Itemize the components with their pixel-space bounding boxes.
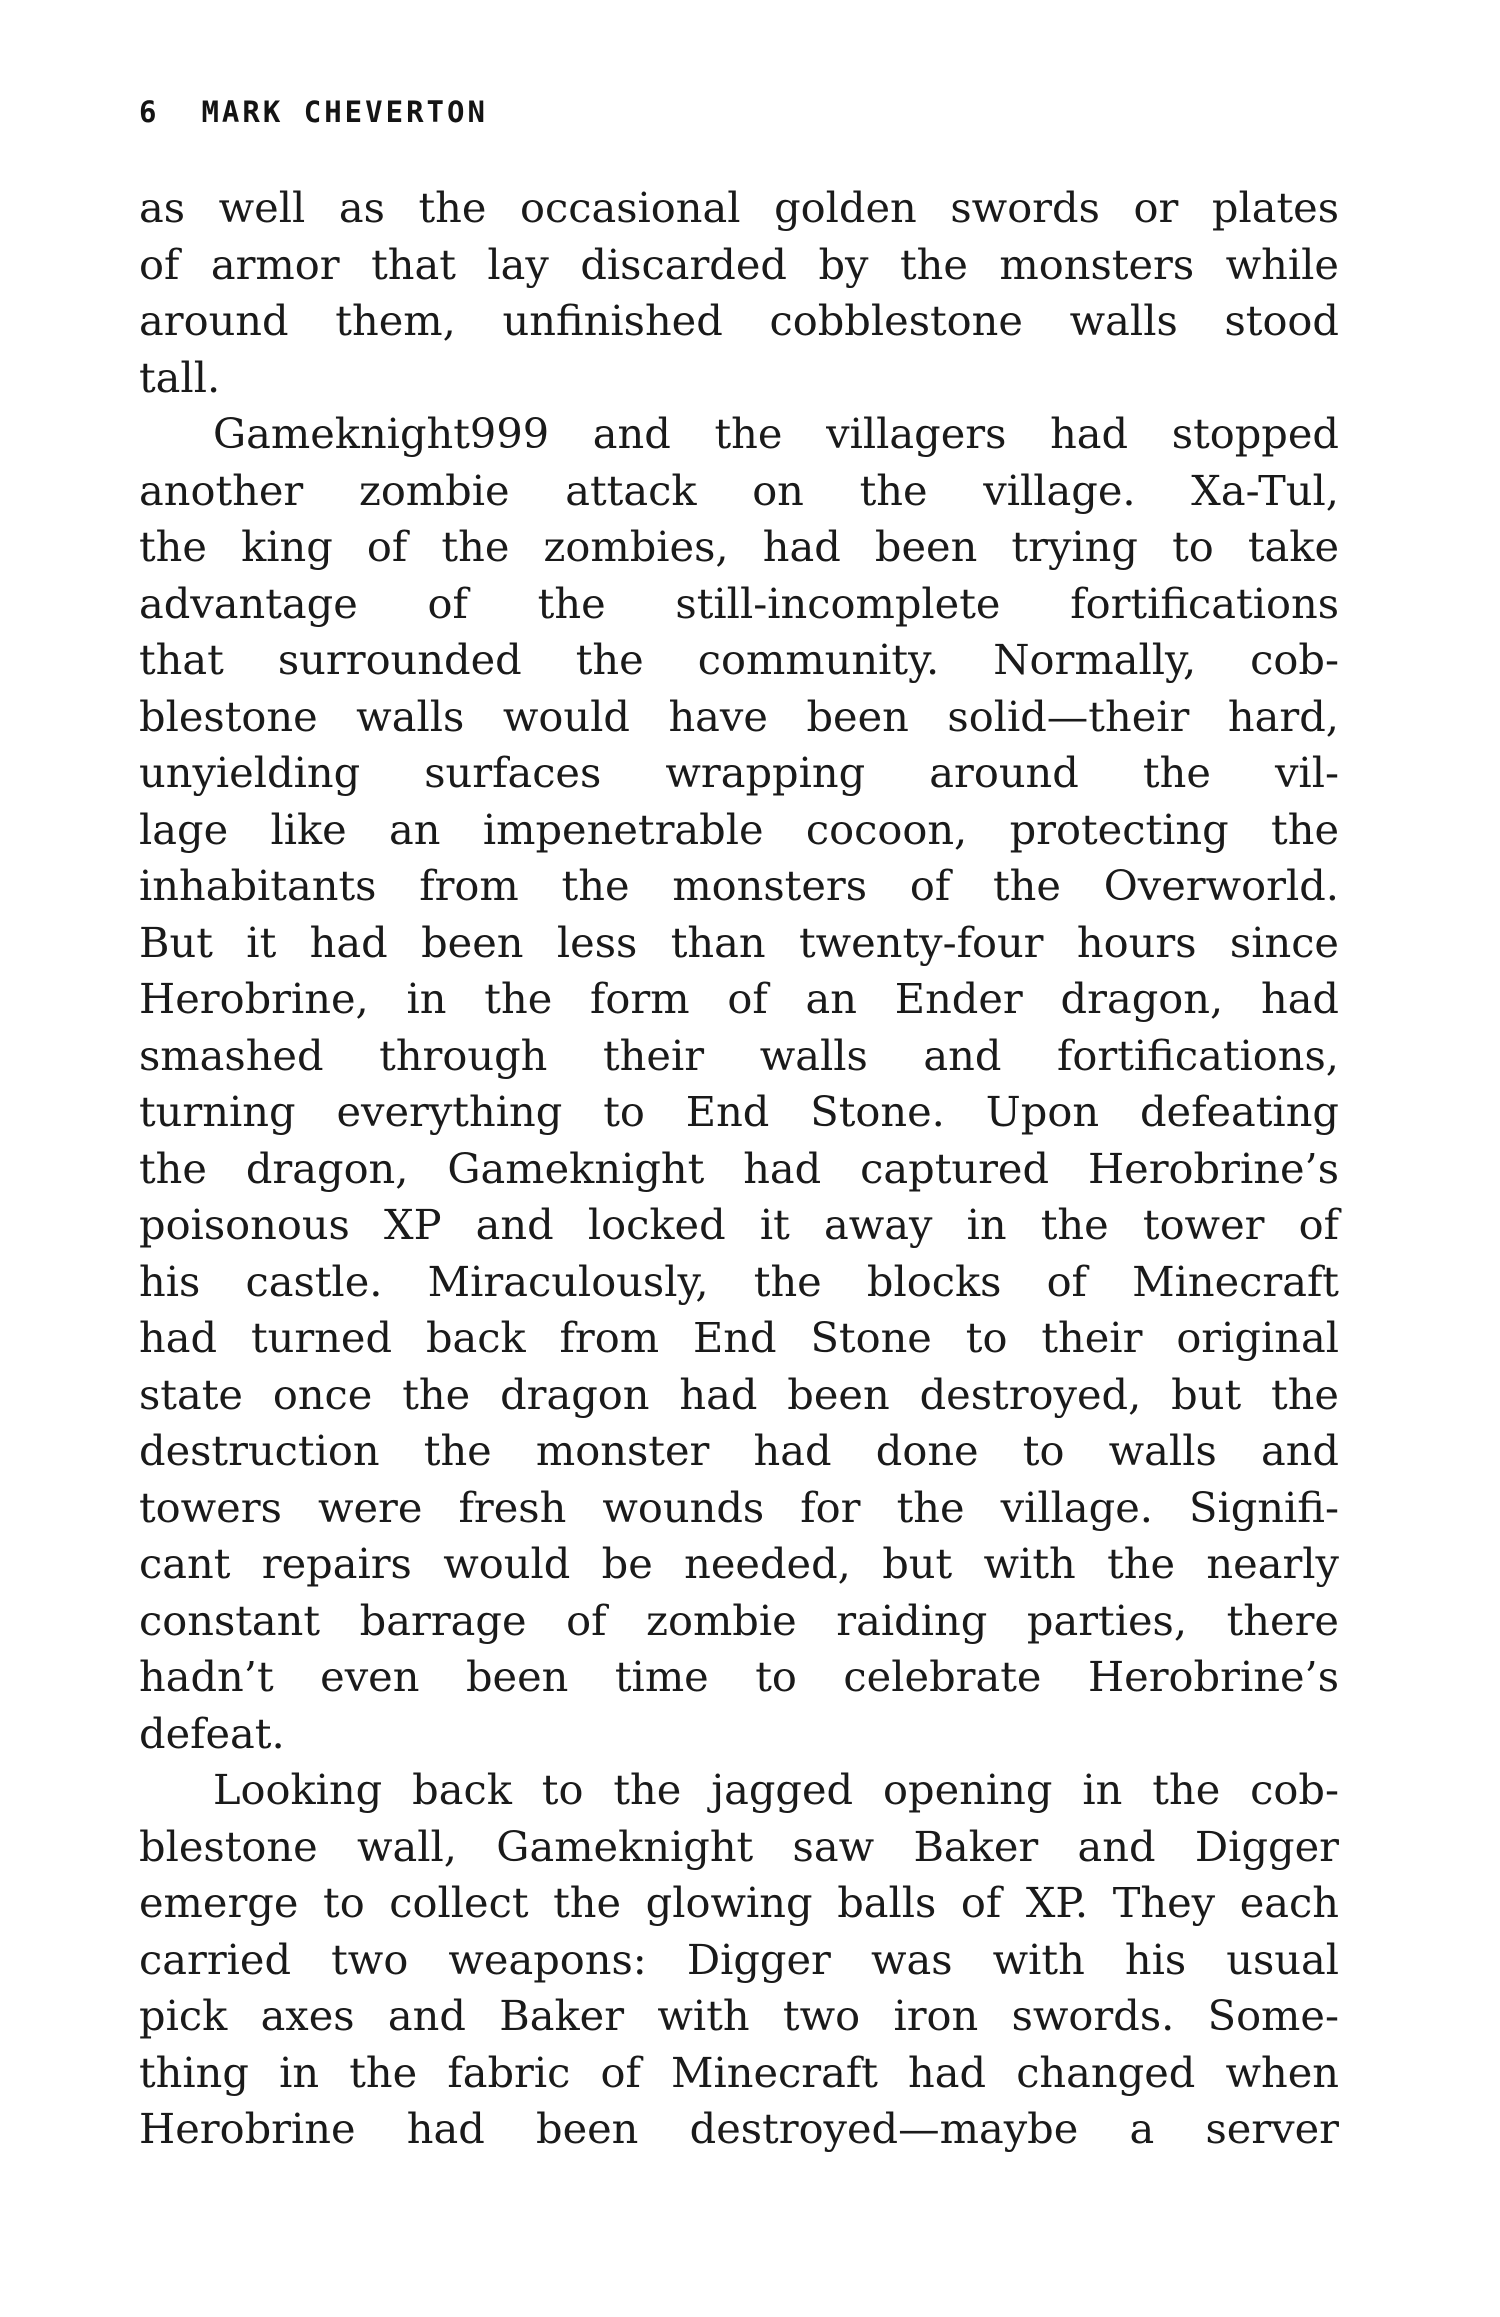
text-line: towers were fresh wounds for the village. Signifi- <box>139 1482 1339 1532</box>
running-header-author: MARK CHEVERTON <box>201 95 488 129</box>
text-line: unyielding surfaces wrapping around the vil- <box>139 748 1339 797</box>
text-line: poisonous XP and locked it away in the tower of <box>139 1200 1339 1249</box>
text-line: turning everything to End Stone. Upon defeating <box>139 1087 1339 1136</box>
text-line: the king of the zombies, had been trying to take <box>139 522 1339 571</box>
text-line: carried two weapons: Digger was with his usual <box>139 1934 1339 1984</box>
text-line: had turned back from End Stone to their original <box>139 1313 1339 1362</box>
running-header <box>139 92 488 132</box>
paragraph <box>139 1762 1339 2158</box>
text-line: the dragon, Gameknight had captured Herobrine’s <box>139 1143 1339 1193</box>
paragraph <box>139 406 1339 1762</box>
text-line: hadn’t even been time to celebrate Herobrine’s <box>139 1652 1339 1701</box>
page-number: 6 <box>139 95 160 129</box>
text-line: Looking back to the jagged opening in the cob- <box>213 1765 1339 1814</box>
text-line: around them, unfinished cobblestone walls stood <box>139 296 1339 345</box>
text-line: But it had been less than twenty-four hours since <box>139 917 1339 967</box>
text-line: blestone wall, Gameknight saw Baker and Digger <box>139 1821 1339 1871</box>
text-line: another zombie attack on the village. Xa-Tul, <box>139 465 1339 515</box>
text-line: of armor that lay discarded by the monsters while <box>139 239 1339 289</box>
text-line: as well as the occasional golden swords or plates <box>139 183 1339 232</box>
text-line: thing in the fabric of Minecraft had changed when <box>139 2047 1339 2097</box>
text-line: Herobrine, in the form of an Ender dragon, had <box>139 974 1339 1023</box>
text-line: blestone walls would have been solid—their hard, <box>139 691 1339 741</box>
text-line: destruction the monster had done to walls and <box>139 1426 1339 1475</box>
text-line: defeat. <box>139 1708 285 1758</box>
text-line: cant repairs would be needed, but with the nearly <box>139 1539 1339 1588</box>
text-line: tall. <box>139 352 221 402</box>
text-line: emerge to collect the glowing balls of XP. They each <box>139 1878 1339 1927</box>
text-line: constant barrage of zombie raiding parties, there <box>139 1595 1339 1645</box>
text-line: his castle. Miraculously, the blocks of Minecraft <box>139 1256 1339 1306</box>
body-text <box>139 180 1339 2158</box>
text-line: advantage of the still-incomplete fortifications <box>139 578 1339 628</box>
text-line: inhabitants from the monsters of the Overworld. <box>139 861 1339 910</box>
text-line: Herobrine had been destroyed—maybe a server <box>139 2104 1339 2153</box>
text-line: pick axes and Baker with two iron swords. Some- <box>139 1991 1339 2040</box>
text-line: Gameknight999 and the villagers had stopped <box>213 409 1339 458</box>
text-line: lage like an impenetrable cocoon, protecting the <box>139 804 1339 854</box>
text-line: state once the dragon had been destroyed, but the <box>139 1369 1339 1419</box>
text-line: smashed through their walls and fortifications, <box>139 1030 1339 1080</box>
paragraph <box>139 180 1339 406</box>
text-line: that surrounded the community. Normally, cob- <box>139 635 1339 684</box>
